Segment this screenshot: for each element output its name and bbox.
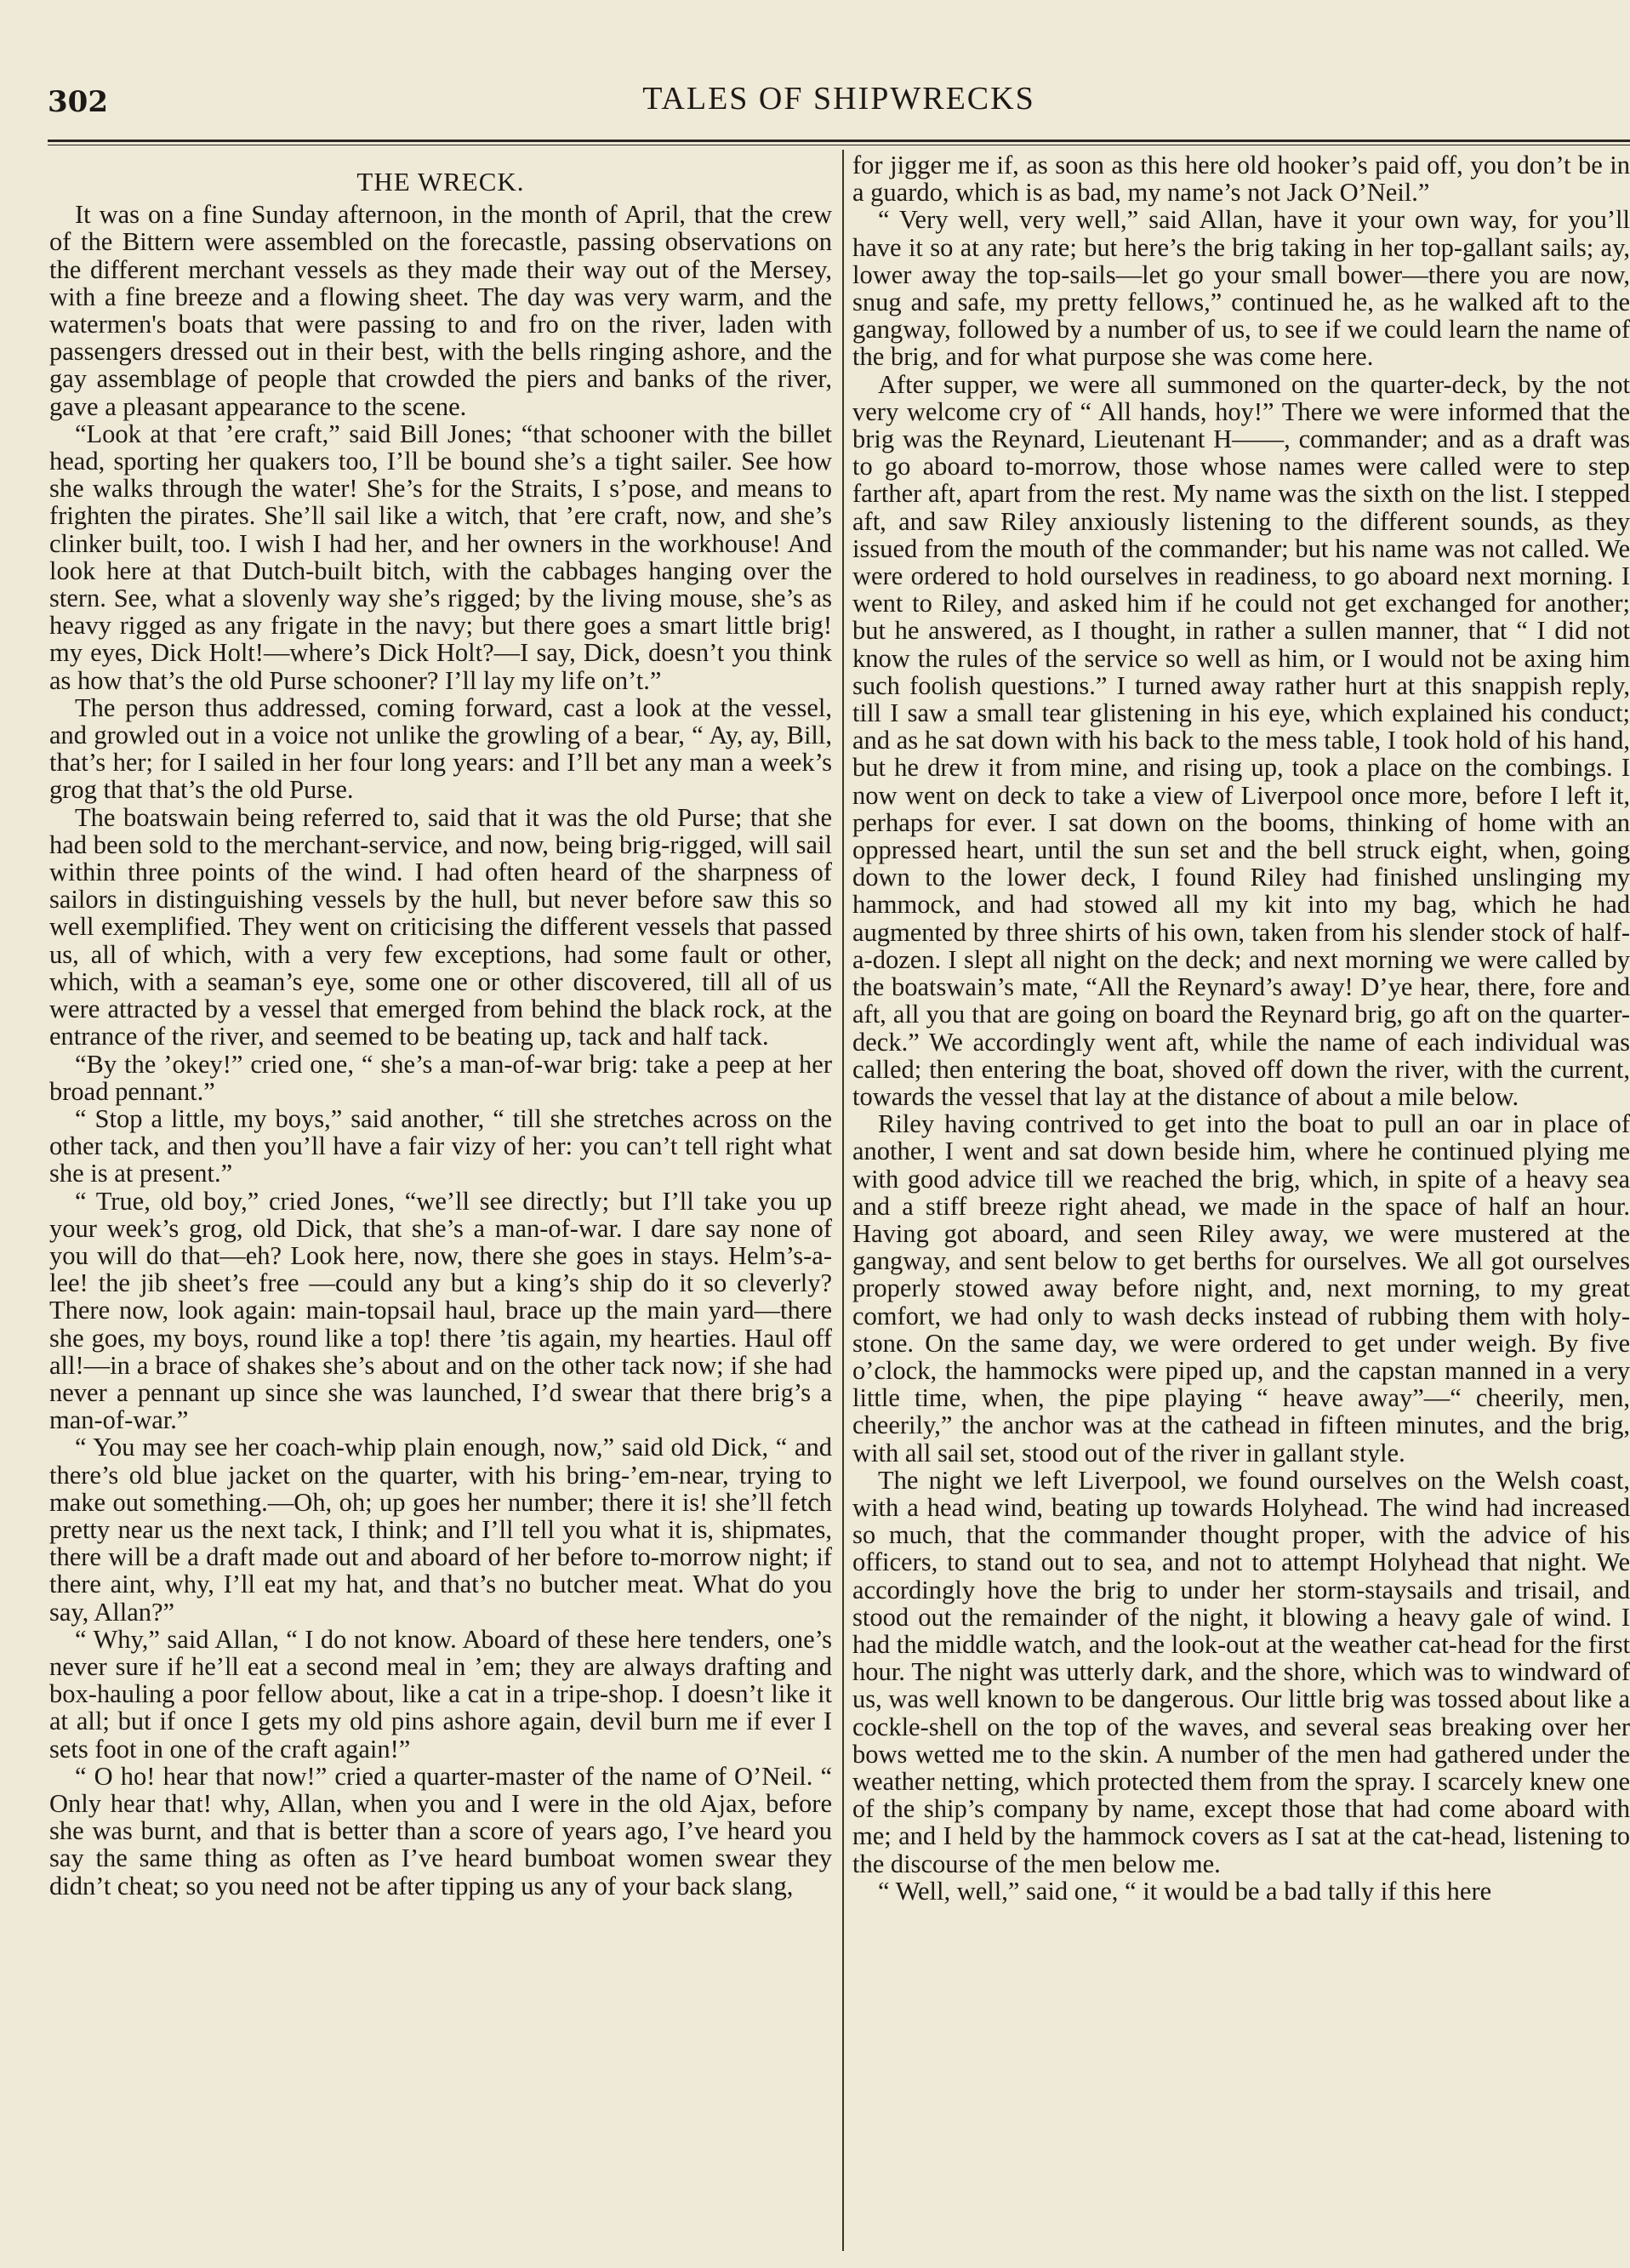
- paragraph: “Look at that ’ere craft,” said Bill Jones; “that schooner with the billet head, sporting her quakers too, I’ll be bound she’s a tight sailer. See how she walks through the water! She’s for the Straits, I s’pose, and means to frighten the pirates. She’ll sail like a witch, that ’ere craft, now, and she’s clinker built, too. I wish I had her, and her owners in the workhouse! And look here at that Dutch-built bitch, with the cabbages hanging over the stern. See, what a slovenly way she’s rigged; by the living mouse, she’s as heavy rigged as any frigate in the navy; but there goes a smart little brig! my eyes, Dick Holt!—where’s Dick Holt?—I say, Dick, doesn’t you think as how that’s the old Purse schooner? I’ll lay my life on’t.”: [49, 419, 832, 695]
- paragraph: The night we left Liverpool, we found ourselves on the Welsh coast, with a head wind, beating up towards Holyhead. The wind had increased so much, that the commander thought proper, with the advice of his officers, to stand out to sea, and not to attempt Holyhead that night. We accordingly hove the brig to under her storm-staysails and trisail, and stood out the remainder of the night, it blowing a heavy gale of wind. I had the middle watch, and the look-out at the weather cat-head for the first hour. The night was utterly dark, and the shore, which was to windward of us, was well known to be dangerous. Our little brig was tossed about like a cockle-shell on the top of the waves, and several seas breaking over her bows wetted me to the skin. A number of the men had gathered under the weather netting, which protected them from the spray. I scarcely knew one of the ship’s company by name, except those that had come aboard with me; and I held by the hammock covers as I sat at the cat-head, listening to the discourse of the men below me.: [852, 1465, 1630, 1878]
- paragraph: It was on a fine Sunday afternoon, in the month of April, that the crew of the Bittern were assembled on the forecastle, passing observations on the different merchant vessels as they made their way out of the Mersey, with a fine breeze and a flowing sheet. The day was very warm, and the watermen's boats that were passing to and fro on the river, laden with passengers dressed out in their best, with the bells ringing ashore, and the gay assemblage of people that crowded the piers and banks of the river, gave a pleasant appearance to the scene.: [49, 200, 832, 421]
- paragraph: The boatswain being referred to, said that it was the old Purse; that she had been sold to the merchant-service, and now, being brig-rigged, will sail within three points of the wind. I had often heard of the sharpness of sailors in distinguishing vessels by the hull, but never before saw this so well exemplified. They went on criticising the different vessels that passed us, all of which, with a very few exceptions, had some fault or other, which, with a seaman’s eye, some one or other discovered, till all of us were attracted by a vessel that emerged from behind the black rock, at the entrance of the river, and seemed to be beating up, tack and half tack.: [49, 802, 832, 1051]
- section-title: THE WRECK.: [356, 167, 525, 197]
- paragraph: “ O ho! hear that now!” cried a quarter-master of the name of O’Neil. “ Only hear that! why, Allan, when you and I were in the old Ajax, before she was burnt, and that is better than a score of years ago, I’ve heard you say the same thing as often as I’ve heard bumboat women swear they didn’t cheat; so you need not be after tipping us any of your back slang,: [49, 1761, 832, 1900]
- paragraph: “ Very well, very well,” said Allan, have it your own way, for you’ll have it so at any rate; but here’s the brig taking in her top-gallant sails; ay, lower away the top-sails—let go your small bower—there you are now, snug and safe, my pretty fellows,” continued he, as he walked aft to the gangway, followed by a number of us, to see if we could learn the name of the brig, and for what purpose she was come here.: [852, 205, 1630, 372]
- paragraph: “ You may see her coach-whip plain enough, now,” said old Dick, “ and there’s old blue jacket on the quarter, with his bring-’em-near, trying to make out something.—Oh, oh; up goes her number; there it is! she’ll fetch pretty near us the next tack, I think; and I’ll tell you what it is, shipmates, there will be a draft made out and aboard of her before to-morrow night; if there aint, why, I’ll eat my hat, and that’s no butcher meat. What do you say, Allan?”: [49, 1433, 832, 1627]
- paragraph: Riley having contrived to get into the boat to pull an oar in place of another, I went and sat down beside him, where he continued plying me with good advice till we reached the brig, which, in spite of a heavy sea and a stiff breeze right ahead, we made in the space of half an hour. Having got aboard, and seen Riley away, we were mustered at the gangway, and sent below to get berths for ourselves. We all got ourselves properly stowed away before night, and, next morning, to my great comfort, we had only to wash decks instead of rubbing them with holy-stone. On the same day, we were ordered to get under weigh. By five o’clock, the hammocks were piped up, and the capstan manned in a very little time, when, the pipe playing “ heave away”—“ cheerily, men, cheerily,” the anchor was at the cathead in fifteen minutes, and the brig, with all sail set, stood out of the river in gallant style.: [852, 1109, 1630, 1467]
- paragraph: “ Stop a little, my boys,” said another, “ till she stretches across on the other tack, and then you’ll have a fair vizy of her: you can’t tell right what she is at present.”: [49, 1103, 832, 1188]
- paragraph: “ True, old boy,” cried Jones, “we’ll see directly; but I’ll take you up your week’s grog, old Dick, that she’s a man-of-war. I dare say none of you will do that—eh? Look here, now, there she goes in stays. Helm’s-a-lee! the jib sheet’s free —could any but a king’s ship do it so cleverly? There now, look again: main-topsail haul, brace up the main yard—there she goes, my boys, round like a top! there ’tis again, my hearties. Haul off all!—in a brace of shakes she’s about and on the other tack now; if she had never a pennant up since she was launched, I’d swear that there brig’s a man-of-war.”: [49, 1186, 832, 1435]
- paragraph: “ Well, well,” said one, “ it would be a bad tally if this here: [878, 1876, 1492, 1906]
- column-divider: [842, 150, 844, 2251]
- right-column: [852, 151, 1630, 2253]
- page-number: 302: [48, 85, 108, 119]
- running-title: TALES OF SHIPWRECKS: [642, 81, 1035, 117]
- left-column: [49, 151, 832, 2253]
- paragraph: The person thus addressed, coming forward, cast a look at the vessel, and growled out in a voice not unlike the growling of a bear, “ Ay, ay, Bill, that’s her; for I sailed in her four long years: and I’ll bet any man a week’s grog that that’s the old Purse.: [49, 692, 832, 805]
- header-rule: [48, 140, 1630, 142]
- page-header: [48, 78, 1630, 138]
- paragraph: “ Why,” said Allan, “ I do not know. Aboard of these here tenders, one’s never sure if he’ll eat a second meal in ’em; they are always drafting and box-hauling a poor fellow about, like a cat in a tripe-shop. I doesn’t like it at all; but if once I gets my old pins ashore again, devil burn me if ever I sets foot in one of the craft again!”: [49, 1624, 832, 1764]
- paragraph: “By the ’okey!” cried one, “ she’s a man-of-war brig: take a peep at her broad pennant.”: [49, 1049, 832, 1106]
- paragraph-continued: for jigger me if, as soon as this here old hooker’s paid off, you don’t be in a guardo, which is as bad, my name’s not Jack O’Neil.”: [852, 151, 1630, 208]
- paragraph: After supper, we were all summoned on the quarter-deck, by the not very welcome cry of “ All hands, hoy!” There we were informed that the brig was the Reynard, Lieutenant H——, commander; and as a draft was to go aboard to-morrow, those whose names were called were to step farther aft, apart from the rest. My name was the sixth on the list. I stepped aft, and saw Riley anxiously listening to the different sounds, as they issued from the mouth of the commander; but his name was not called. We were ordered to hold ourselves in readiness, to go aboard next morning. I went to Riley, and asked him if he could not get exchanged for another; but he answered, as I thought, in rather a sullen manner, that “ I did not know the rules of the service so well as him, or I would not be axing him such foolish questions.” I turned away rather hurt at this snappish reply, till I saw a small tear glistening in his eye, which explained his conduct; and as he sat down with his back to the mess table, I took hold of his hand, but he drew it from mine, and rising up, took a place on the combings. I now went on deck to take a view of Liverpool once more, before I left it, perhaps for ever. I sat down on the booms, thinking of home with an oppressed heart, until the sun set and the bell struck eight, when, going down to the lower deck, I found Riley had finished unslinging my hammock, and had stowed all my kit into my bag, which he had augmented by three shirts of his own, taken from his slender stock of half-a-dozen. I slept all night on the deck; and next morning we were called by the boatswain’s mate, “All the Reynard’s away! D’ye hear, there, fore and aft, all you that are going on board the Reynard brig, go aft on the quarter-deck.” We accordingly went aft, while the name of each individual was called; then entering the boat, shoved off down the river, with the current, towards the vessel that lay at the distance of about a mile below.: [852, 369, 1630, 1111]
